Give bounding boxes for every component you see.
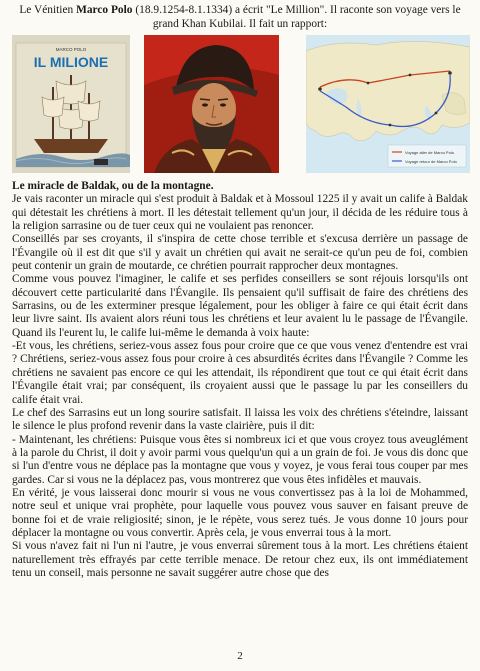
book-cover-image [12,35,130,173]
paragraph: Je vais raconter un miracle qui s'est produit à Baldak et à Mossoul 1225 il y avait un calife à Baldak qui détestait les chrétiens à mort. Il les détestait tellement qu'un jour, il décida de les réduire tous à la religion sarrasine ou de tuer ceux qui ne voulaient pas renoncer. [12,193,468,233]
legend-return: Voyage retour de Marco Polo [405,159,457,164]
book-title: IL MILIONE [33,54,109,70]
page-number: 2 [237,650,243,662]
paragraph: Conseillés par ses croyants, il s'inspira de cette chose terrible et s'excusa derrière un passage de l'Évangile où il est dit que s'il y avait un chrétien qui avait ne serait-ce qu'un peu de foi, combien peut contenir un grain de moutarde, ce chrétien pourrait rapprocher deux montagnes. [12,233,468,273]
author-name: Marco Polo [76,4,133,16]
paragraph: Comme vous pouvez l'imaginer, le calife et ses perfides conseillers se sont réjouis lorsqu'ils ont découvert cette particularité dans l'Évangile. Ils pensaient qu'il suffisait de faire des chrétiens des Sarrasins, ou de les exterminer presque légalement, pour les obliger à faire ce qui était écrit dans leur livre saint. Ils avaient alors réuni tous les chrétiens et leur avaient lu le passage de l'Évangile. Quand ils l'eurent lu, le calife lui-même le demanda à voix haute: [12,273,468,339]
route-map-drawing [306,35,470,173]
illustration-row [0,35,480,173]
article-body [12,180,468,580]
intro-prefix: Le Vénitien [19,4,77,16]
paragraph: Le chef des Sarrasins eut un long sourire satisfait. Il laissa les voix des chrétiens s'éteindre, laissant le silence le plus profond revenir dans la vaste clairière, puis il dit: [12,406,468,433]
route-map [306,35,470,173]
paragraph: -Et vous, les chrétiens, seriez-vous assez fous pour croire que ce que vous venez d'entendre est vrai ? Chrétiens, seriez-vous assez fous pour croire à ces absurdités écrites dans l'Évangile ? Comme les chrétiens ne savaient pas encore ce qui les attendait, ils répondirent que tout ce qui était écrit dans l'Évangile était vrai; par conséquent, ils croyaient aussi que le passage lu par les conseillers du calife était vrai. [12,340,468,406]
book-publisher: MARCO POLO [55,47,87,52]
paragraph: - Maintenant, les chrétiens: Puisque vous êtes si nombreux ici et que vous croyez tous aveuglément à la parole du Christ, il doit y avoir parmi vous quelqu'un qui a un grain de foi. Je vous dis donc que si l'un d'entre vous ne déplace pas la montagne que vous y voyez, je vous ferai tous couper par mes gardes. Car si vous ne la déplacez pas, vous montrerez que vous êtes infidèles et mauvais. [12,433,468,486]
article-title: Le miracle de Baldak, ou de la montagne. [12,180,214,192]
paragraph: Si vous n'avez fait ni l'un ni l'autre, je vous enverrai sûrement tous à la mort. Les chrétiens étaient naturellement très effrayés par cette terrible menace. De retour chez eux, ils ont immédiatement tenu un conseil, mais personne ne savait suggérer autre chose que des [12,540,468,579]
marco-polo-portrait [144,35,279,173]
paragraph: En vérité, je vous laisserai donc mourir si vous ne vous convertissez pas à la loi de Mohammed, notre seul et unique vrai prophète, pour laquelle vous pouvez vous sauver en faisant preuve de bonne foi et de vraie religiosité; sinon, je le répète, vous serez tués. Je vous donne 10 jours pour déplacer la montagne ou vous convertir. Après cela, je vous enverrai tous à la mort. [12,486,468,539]
intro-text [14,4,466,31]
portrait-drawing [144,35,279,173]
intro-rest: (18.9.1254-8.1.1334) a écrit "Le Million". Il raconte son voyage vers le grand Khan Kubilai. Il fait un rapport: [132,4,461,30]
book-cover-drawing [12,35,130,173]
legend-outbound: Voyage aller de Marco Polo [405,150,454,155]
